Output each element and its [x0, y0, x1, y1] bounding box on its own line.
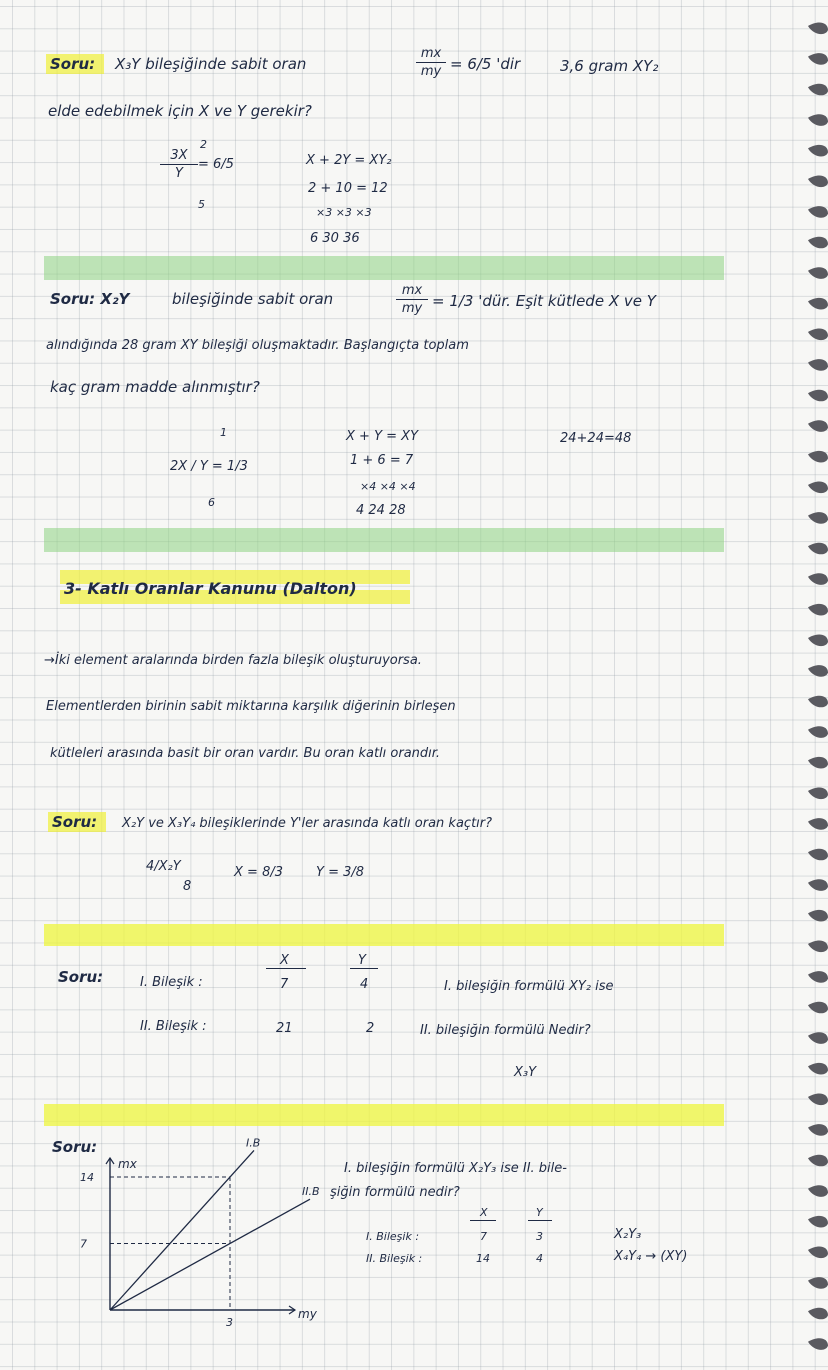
q3-label: Soru: — [52, 813, 98, 831]
spiral-ring — [808, 390, 828, 402]
q5-formula-1: X₂Y₃ — [614, 1227, 642, 1242]
spiral-ring — [808, 726, 828, 738]
spiral-ring — [808, 53, 828, 65]
q1-work-rhs: = 6/5 — [198, 157, 234, 172]
q3-work-2: 8 — [183, 879, 192, 894]
spiral-ring — [808, 696, 828, 708]
q1-arrow-top: 2 — [200, 138, 207, 151]
q2-label: Soru: X₂Y — [50, 290, 130, 308]
q3-work-x: X = 8/3 — [234, 865, 283, 880]
section-line1: →İki element aralarında birden fazla bileşik oluşturuyorsa. — [44, 653, 422, 668]
q5-text1: I. bileşiğin formülü X₂Y₃ ise II. bile- — [344, 1161, 567, 1176]
q5-row2-x: 14 — [476, 1252, 490, 1265]
spiral-ring — [808, 573, 828, 585]
q5-label: Soru: — [52, 1138, 98, 1156]
section-line3: kütleleri arasında basit bir oran vardır. Bu oran katlı orandır. — [50, 746, 441, 761]
q3-work-y: Y = 3/8 — [316, 865, 365, 880]
spiral-ring — [808, 145, 828, 157]
spiral-ring — [808, 1338, 828, 1350]
spiral-ring — [808, 665, 828, 677]
table-rule — [350, 968, 378, 969]
spiral-ring — [808, 757, 828, 769]
spiral-ring — [808, 206, 828, 218]
spiral-ring — [808, 543, 828, 555]
q4-row1-y: 4 — [360, 977, 369, 992]
spiral-ring — [808, 176, 828, 188]
q1-ratio — [416, 46, 446, 79]
q1-work-fraction — [160, 148, 198, 181]
spiral-ring — [808, 1124, 828, 1136]
spiral-ring — [808, 910, 828, 922]
spiral-ring — [808, 788, 828, 800]
table-rule — [266, 968, 306, 969]
q5-row2-y: 4 — [536, 1252, 543, 1265]
q2-line1a: bileşiğinde sabit oran — [172, 290, 334, 308]
series-label: II.B — [302, 1185, 320, 1199]
spiral-ring — [808, 298, 828, 310]
series-line — [110, 1150, 254, 1310]
q4-answer: X₃Y — [514, 1065, 537, 1080]
q1-work-r3: ×3 ×3 ×3 — [316, 206, 372, 219]
ratio-denominator: my — [401, 301, 423, 316]
spiral-ring — [808, 482, 828, 494]
yellow-divider — [44, 924, 724, 946]
ratio-denominator: my — [420, 64, 442, 79]
spiral-ring — [808, 512, 828, 524]
series-line — [110, 1199, 310, 1310]
green-divider — [44, 528, 724, 552]
spiral-ring — [808, 359, 828, 371]
q4-col-y: Y — [358, 953, 366, 968]
x-tick-label: 3 — [226, 1316, 233, 1329]
q2-work-r2: 1 + 6 = 7 — [350, 453, 414, 468]
q1-line1b: 3,6 gram XY₂ — [560, 57, 659, 75]
spiral-ring — [808, 1216, 828, 1228]
q4-row1-x: 7 — [280, 977, 289, 992]
series-label: I.B — [246, 1136, 261, 1150]
spiral-ring — [808, 1002, 828, 1014]
q2-arrow-top: 1 — [220, 426, 227, 439]
work-denominator: Y — [175, 166, 183, 181]
y-axis-label: mx — [118, 1157, 137, 1171]
spiral-ring — [808, 329, 828, 341]
spiral-ring — [808, 1185, 828, 1197]
spiral-ring — [808, 23, 828, 35]
spiral-ring — [808, 1094, 828, 1106]
spiral-ring — [808, 114, 828, 126]
q4-text1: I. bileşiğin formülü XY₂ ise — [444, 979, 614, 994]
notebook-spiral — [802, 0, 828, 1370]
ratio-numerator: mx — [420, 46, 442, 61]
q4-row1-label: I. Bileşik : — [140, 975, 203, 990]
q2-ratio-eq: = 1/3 'dür. Eşit kütlede X ve Y — [432, 292, 656, 310]
q4-row2-label: II. Bileşik : — [140, 1019, 207, 1034]
q2-work-r3: ×4 ×4 ×4 — [360, 480, 416, 493]
q5-col-y: Y — [536, 1206, 543, 1219]
q3-text: X₂Y ve X₃Y₄ bileşiklerinde Y'ler arasında katlı oran kaçtır? — [122, 816, 493, 831]
spiral-ring — [808, 267, 828, 279]
q1-work-r4: 6 30 36 — [310, 231, 360, 246]
q1-line1a: X₃Y bileşiğinde sabit oran — [115, 55, 307, 73]
spiral-ring — [808, 1155, 828, 1167]
q3-work-1: 4/X₂Y — [146, 859, 181, 874]
spiral-ring — [808, 604, 828, 616]
spiral-ring — [808, 818, 828, 830]
green-divider — [44, 256, 724, 280]
q1-arrow-bottom: 5 — [198, 198, 205, 211]
spiral-ring — [808, 879, 828, 891]
spiral-ring — [808, 84, 828, 96]
spiral-ring — [808, 451, 828, 463]
spiral-ring — [808, 849, 828, 861]
spiral-ring — [808, 941, 828, 953]
spiral-ring — [808, 1247, 828, 1259]
q1-line2: elde edebilmek için X ve Y gerekir? — [48, 102, 312, 120]
q1-work-r1: X + 2Y = XY₂ — [306, 153, 392, 168]
q2-work-frac: 2X / Y = 1/3 — [170, 459, 248, 474]
table-rule — [528, 1220, 552, 1221]
spiral-ring — [808, 635, 828, 647]
q2-sum: 24+24=48 — [560, 431, 632, 446]
y-tick-label: 7 — [80, 1237, 87, 1251]
q5-col-x: X — [480, 1206, 488, 1219]
spiral-ring — [808, 1032, 828, 1044]
yellow-divider — [44, 1104, 724, 1126]
y-tick-label: 14 — [80, 1171, 94, 1184]
spiral-ring — [808, 1277, 828, 1289]
spiral-ring — [808, 971, 828, 983]
q5-formula-2: X₄Y₄ → (XY) — [614, 1249, 688, 1264]
q2-arrow-bottom: 6 — [208, 496, 215, 509]
q2-work-r1: X + Y = XY — [346, 429, 419, 444]
q5-row1-y: 3 — [536, 1230, 543, 1243]
x-axis-label: my — [298, 1307, 317, 1321]
section-line2: Elementlerden birinin sabit miktarına karşılık diğerinin birleşen — [46, 699, 456, 714]
q4-label: Soru: — [58, 968, 104, 986]
spiral-ring — [808, 1308, 828, 1320]
work-numerator: 3X — [170, 148, 188, 163]
q1-label: Soru: — [50, 55, 96, 73]
section-title: 3- Katlı Oranlar Kanunu (Dalton) — [64, 579, 357, 598]
q1-work-r2: 2 + 10 = 12 — [308, 181, 388, 196]
spiral-ring — [808, 237, 828, 249]
q2-work-r4: 4 24 28 — [356, 503, 406, 518]
q4-row2-y: 2 — [366, 1021, 375, 1036]
q2-line2: alındığında 28 gram XY bileşiği oluşmaktadır. Başlangıçta toplam — [46, 338, 469, 353]
q4-row2-x: 21 — [276, 1021, 293, 1036]
q5-row1-x: 7 — [480, 1230, 487, 1243]
spiral-ring — [808, 420, 828, 432]
ratio-numerator: mx — [401, 283, 423, 298]
q5-row1-label: I. Bileşik : — [366, 1230, 420, 1243]
spiral-ring — [808, 1063, 828, 1075]
q5-row2-label: II. Bileşik : — [366, 1252, 423, 1265]
q1-ratio-eq: = 6/5 'dir — [450, 55, 521, 73]
q4-col-x: X — [280, 953, 289, 968]
q5-text2: şiğin formülü nedir? — [330, 1185, 460, 1200]
q4-text2: II. bileşiğin formülü Nedir? — [420, 1023, 591, 1038]
q2-ratio — [396, 283, 428, 316]
q2-line3: kaç gram madde alınmıştır? — [50, 378, 260, 396]
table-rule — [470, 1220, 496, 1221]
